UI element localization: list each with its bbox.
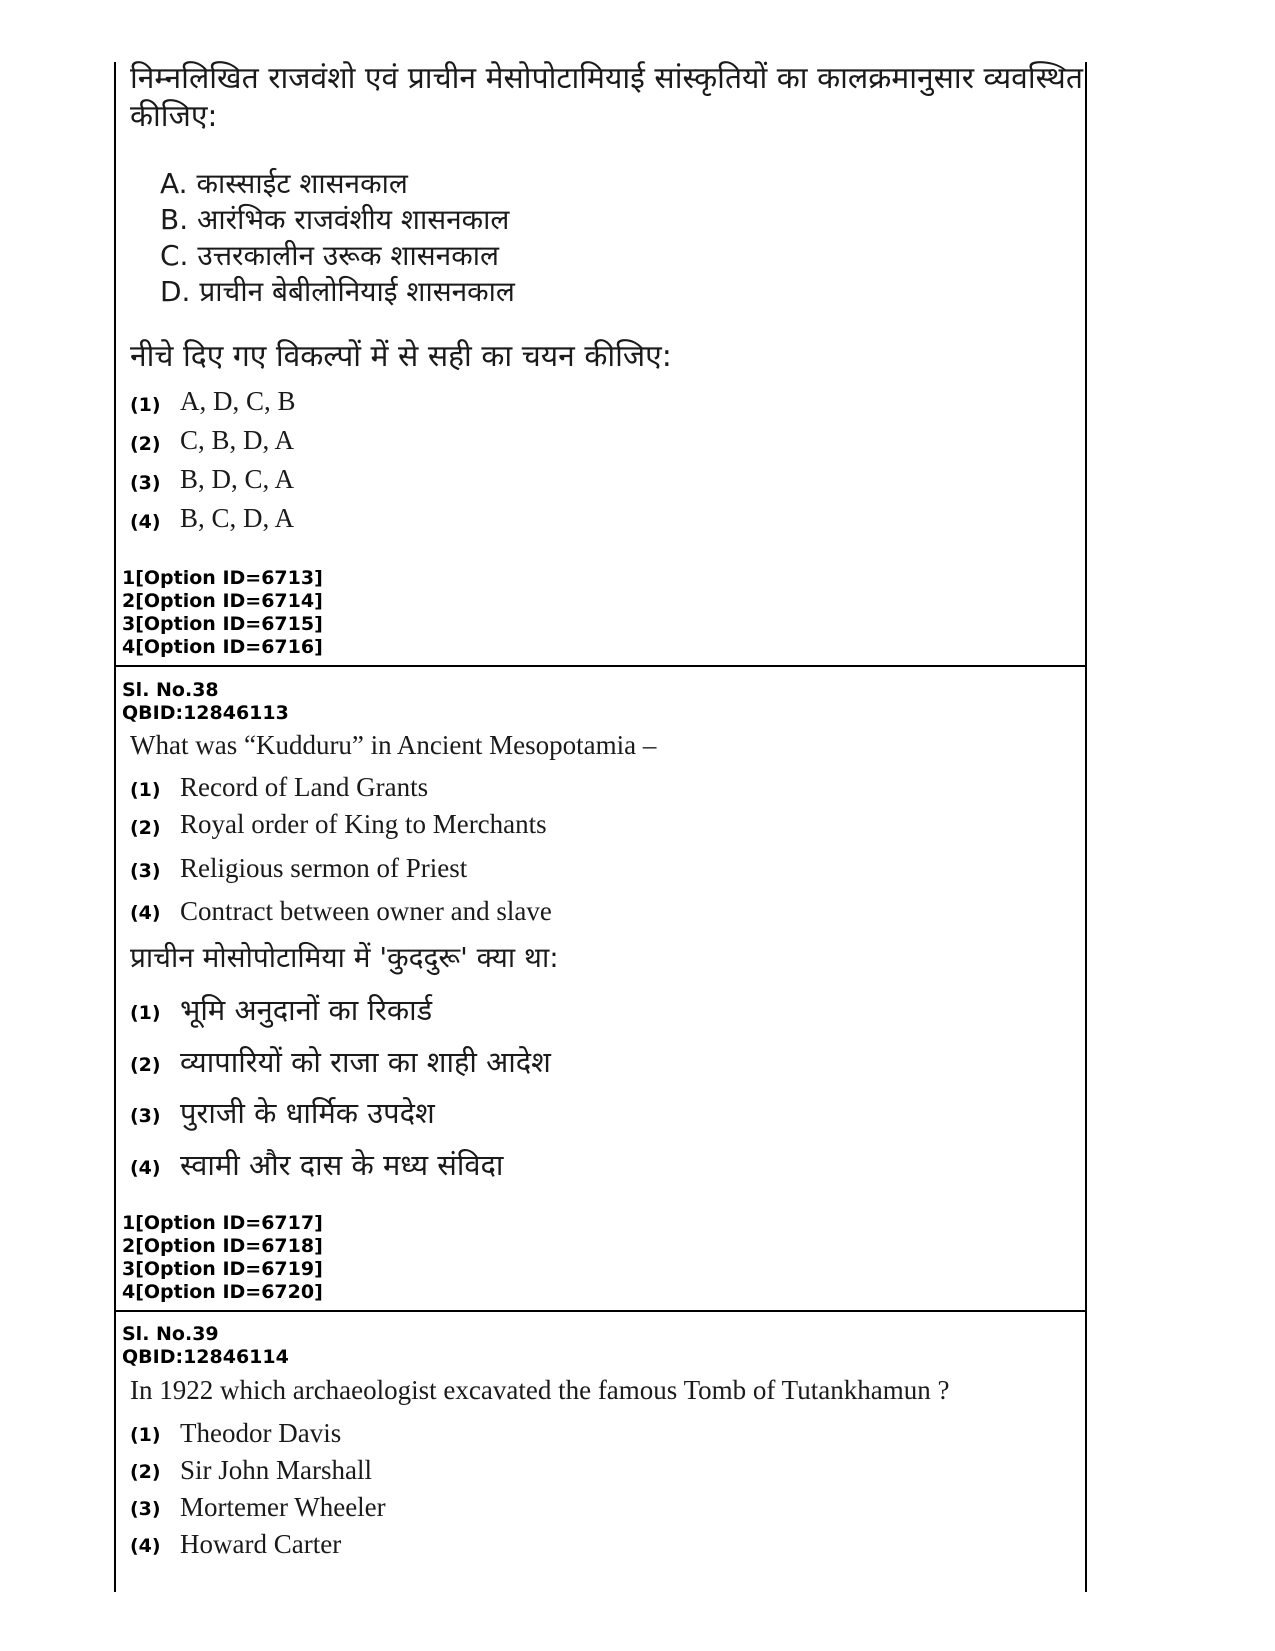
q38-question-hi: प्राचीन मोसोपोटामिया में 'कुददुरू' क्या था: — [130, 941, 559, 974]
q37-question-line1: निम्नलिखित राजवंशो एवं प्राचीन मेसोपोटामियाई सांस्कृतियों का कालक्रमानुसार व्यवस्थित — [130, 61, 1083, 96]
q38-hi-option2-number: (2) — [130, 1054, 161, 1076]
q37-statement-a: A. कास्साईट शासनकाल — [160, 167, 408, 200]
q37-option-id-1: 1[Option ID=6713] — [122, 567, 323, 589]
q37-option1-number: (1) — [130, 394, 161, 416]
q37-statement-c: C. उत्तरकालीन उरूक शासनकाल — [160, 239, 499, 272]
q38-option-id-2: 2[Option ID=6718] — [122, 1235, 323, 1257]
q37-option3-number: (3) — [130, 472, 161, 494]
q37-option3-text: B, D, C, A — [180, 464, 295, 494]
q37-option-id-4: 4[Option ID=6716] — [122, 636, 323, 658]
q37-option2-number: (2) — [130, 433, 161, 455]
q39-question-en: In 1922 which archaeologist excavated the famous Tomb of Tutankhamun ? — [130, 1375, 950, 1405]
q38-en-option4-text: Contract between owner and slave — [180, 896, 552, 926]
q38-option-id-4: 4[Option ID=6720] — [122, 1281, 323, 1303]
q38-hi-option2-text: व्यापारियों को राजा का शाही आदेश — [180, 1045, 551, 1079]
q39-option1-number: (1) — [130, 1424, 161, 1446]
q39-serial-number: Sl. No.39 — [122, 1323, 219, 1345]
q39-option2-number: (2) — [130, 1461, 161, 1483]
q37-option4-text: B, C, D, A — [180, 503, 295, 533]
divider-q37-q38 — [114, 665, 1087, 667]
q39-option1-text: Theodor Davis — [180, 1418, 342, 1448]
q38-en-option3-number: (3) — [130, 860, 161, 882]
q37-option-id-3: 3[Option ID=6715] — [122, 613, 323, 635]
q37-question-line2: कीजिए: — [130, 99, 218, 134]
q37-option4-number: (4) — [130, 511, 161, 533]
right-border — [1085, 62, 1087, 1592]
q39-option3-text: Mortemer Wheeler — [180, 1492, 386, 1522]
q37-option2-text: C, B, D, A — [180, 425, 295, 455]
q37-option1-text: A, D, C, B — [180, 386, 296, 416]
q38-hi-option1-number: (1) — [130, 1002, 161, 1024]
q38-en-option2-text: Royal order of King to Merchants — [180, 809, 547, 839]
q39-option4-number: (4) — [130, 1535, 161, 1557]
q38-en-option1-text: Record of Land Grants — [180, 772, 429, 802]
q38-en-option3-text: Religious sermon of Priest — [180, 853, 468, 883]
q38-option-id-1: 1[Option ID=6717] — [122, 1212, 323, 1234]
q39-option3-number: (3) — [130, 1498, 161, 1520]
q38-en-option1-number: (1) — [130, 779, 161, 801]
q38-serial-number: Sl. No.38 — [122, 679, 219, 701]
q38-en-option4-number: (4) — [130, 902, 161, 924]
divider-q38-q39 — [114, 1310, 1087, 1312]
q38-option-id-3: 3[Option ID=6719] — [122, 1258, 323, 1280]
q37-option-id-2: 2[Option ID=6714] — [122, 590, 323, 612]
q38-hi-option1-text: भूमि अनुदानों का रिकार्ड — [180, 993, 433, 1027]
q37-statement-b: B. आरंभिक राजवंशीय शासनकाल — [160, 203, 510, 236]
q38-hi-option4-number: (4) — [130, 1157, 161, 1179]
left-border — [114, 62, 116, 1592]
q38-hi-option4-text: स्वामी और दास के मध्य संविदा — [180, 1148, 504, 1182]
q38-qbid: QBID:12846113 — [122, 702, 289, 724]
q38-question-en: What was “Kudduru” in Ancient Mesopotamia – — [130, 730, 657, 760]
q38-en-option2-number: (2) — [130, 817, 161, 839]
q39-option2-text: Sir John Marshall — [180, 1455, 372, 1485]
q37-statement-d: D. प्राचीन बेबीलोनियाई शासनकाल — [160, 275, 515, 308]
q39-option4-text: Howard Carter — [180, 1529, 342, 1559]
q38-hi-option3-number: (3) — [130, 1105, 161, 1127]
q39-qbid: QBID:12846114 — [122, 1346, 289, 1368]
q38-hi-option3-text: पुराजी के धार्मिक उपदेश — [180, 1096, 435, 1130]
q37-choose-instruction: नीचे दिए गए विकल्पों में से सही का चयन कीजिए: — [130, 339, 672, 374]
